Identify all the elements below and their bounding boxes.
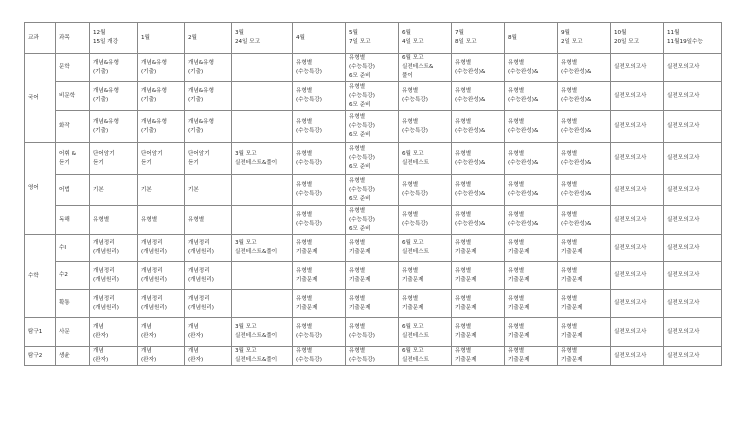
plan-cell: 유형별 (수능완성)&	[558, 82, 611, 111]
plan-cell: 유형별	[90, 206, 138, 235]
plan-cell: 개념&유형 (기출)	[138, 54, 185, 82]
plan-cell: 실전모의고사	[611, 290, 664, 318]
header-row	[25, 23, 722, 54]
plan-cell: 유형별 기출문제	[452, 235, 505, 262]
plan-cell: 유형별 기출문제	[558, 235, 611, 262]
subject-cell: 독해	[56, 206, 90, 235]
plan-cell: 유형별 (수능특강)	[293, 54, 346, 82]
plan-cell: 개념정리 (개념원리)	[90, 235, 138, 262]
plan-cell: 유형별 (수능특강) 6모 준비	[346, 54, 399, 82]
plan-cell: 유형별 (수능특강)	[293, 318, 346, 347]
subject-cell: 어휘 & 듣기	[56, 143, 90, 175]
plan-cell: 유형별 (수능완성)&	[558, 54, 611, 82]
plan-cell: 개념 (완자)	[185, 318, 232, 347]
subject-cell: 생윤	[56, 347, 90, 366]
plan-cell: 유형별 기출문제	[452, 318, 505, 347]
plan-cell: 개념&유형 (기출)	[90, 82, 138, 111]
study-plan-table	[24, 22, 722, 366]
plan-cell: 실전모의고사	[664, 290, 722, 318]
plan-cell: 개념정리 (개념원리)	[185, 235, 232, 262]
group-cell: 국어	[25, 54, 56, 143]
plan-cell: 개념&유형 (기출)	[185, 82, 232, 111]
header-cell: 4월	[293, 23, 346, 54]
header-cell: 교과	[25, 23, 56, 54]
plan-cell: 유형별 (수능특강)	[293, 175, 346, 206]
plan-cell: 유형별 (수능완성)&	[505, 143, 558, 175]
plan-cell: 유형별 (수능특강)	[346, 318, 399, 347]
plan-cell: 유형별 (수능완성)&	[452, 206, 505, 235]
plan-cell: 6월 모고 실전테스트& 풀이	[399, 54, 452, 82]
plan-cell: 실전모의고사	[611, 111, 664, 143]
plan-cell: 유형별 (수능완성)&	[505, 111, 558, 143]
table-row	[25, 290, 722, 318]
subject-cell: 문학	[56, 54, 90, 82]
plan-cell: 유형별 (수능특강)	[293, 111, 346, 143]
plan-cell: 유형별 (수능완성)&	[452, 54, 505, 82]
plan-cell: 개념정리 (개념원리)	[185, 262, 232, 290]
table-row	[25, 54, 722, 82]
plan-cell: 기본	[185, 175, 232, 206]
plan-cell: 유형별 기출문제	[346, 262, 399, 290]
plan-cell: 유형별 (수능특강) 6모 준비	[346, 175, 399, 206]
subject-cell: 어법	[56, 175, 90, 206]
plan-cell: 실전모의고사	[611, 54, 664, 82]
plan-cell: 개념정리 (개념원리)	[90, 262, 138, 290]
subject-cell: 비문학	[56, 82, 90, 111]
plan-cell: 유형별	[138, 206, 185, 235]
plan-cell: 유형별 기출문제	[346, 235, 399, 262]
plan-cell: 유형별 기출문제	[505, 347, 558, 366]
plan-cell: 유형별 (수능완성)&	[505, 175, 558, 206]
plan-cell: 실전모의고사	[664, 206, 722, 235]
plan-cell: 실전모의고사	[664, 111, 722, 143]
plan-cell: 개념&유형 (기출)	[185, 111, 232, 143]
plan-cell: 3월 모고 실전테스트&풀이	[232, 143, 293, 175]
plan-cell: 유형별 (수능특강)	[293, 206, 346, 235]
plan-cell: 실전모의고사	[664, 347, 722, 366]
plan-cell	[232, 82, 293, 111]
plan-cell: 유형별 (수능완성)&	[558, 206, 611, 235]
plan-cell: 유형별 기출문제	[346, 290, 399, 318]
plan-cell: 실전모의고사	[664, 262, 722, 290]
plan-cell: 유형별 (수능특강)	[399, 175, 452, 206]
plan-cell: 유형별 (수능특강) 6모 준비	[346, 82, 399, 111]
group-cell: 탐구1	[25, 318, 56, 347]
group-cell: 영어	[25, 143, 56, 235]
plan-cell: 3월 모고 실전테스트&풀이	[232, 235, 293, 262]
plan-cell: 실전모의고사	[611, 206, 664, 235]
plan-cell: 유형별 (수능특강)	[346, 347, 399, 366]
plan-cell: 유형별 기출문제	[452, 290, 505, 318]
plan-cell: 기본	[138, 175, 185, 206]
header-cell: 2월	[185, 23, 232, 54]
plan-cell: 개념 (완자)	[90, 347, 138, 366]
plan-cell: 유형별 (수능특강) 6모 준비	[346, 111, 399, 143]
plan-cell: 실전모의고사	[611, 175, 664, 206]
plan-cell: 유형별 (수능특강)	[399, 82, 452, 111]
plan-cell: 유형별 (수능완성)&	[452, 82, 505, 111]
plan-cell: 6월 모고 실전테스트	[399, 235, 452, 262]
plan-cell: 실전모의고사	[664, 82, 722, 111]
plan-cell: 개념 (완자)	[138, 318, 185, 347]
plan-cell: 실전모의고사	[611, 143, 664, 175]
plan-cell: 개념 (완자)	[185, 347, 232, 366]
plan-cell: 유형별 기출문제	[558, 290, 611, 318]
plan-cell: 유형별 기출문제	[505, 318, 558, 347]
subject-cell: 화작	[56, 111, 90, 143]
header-cell: 7월 8일 모고	[452, 23, 505, 54]
plan-cell: 유형별 (수능특강)	[293, 82, 346, 111]
plan-cell: 유형별 기출문제	[505, 290, 558, 318]
table-row	[25, 82, 722, 111]
plan-cell: 유형별 기출문제	[293, 290, 346, 318]
plan-cell: 유형별 기출문제	[558, 347, 611, 366]
subject-cell: 확통	[56, 290, 90, 318]
header-cell: 과목	[56, 23, 90, 54]
plan-cell: 개념정리 (개념원리)	[138, 262, 185, 290]
plan-cell: 유형별 (수능특강)	[293, 347, 346, 366]
plan-cell: 유형별 (수능완성)&	[505, 54, 558, 82]
plan-cell: 실전모의고사	[611, 82, 664, 111]
table-row	[25, 175, 722, 206]
plan-cell: 개념&유형 (기출)	[185, 54, 232, 82]
plan-cell: 실전모의고사	[611, 347, 664, 366]
table-row	[25, 111, 722, 143]
plan-cell: 단어암기 듣기	[138, 143, 185, 175]
plan-cell: 유형별 (수능완성)&	[505, 206, 558, 235]
plan-cell: 유형별 (수능특강)	[399, 111, 452, 143]
plan-cell	[232, 206, 293, 235]
header-cell: 6월 4일 모고	[399, 23, 452, 54]
plan-cell: 기본	[90, 175, 138, 206]
header-cell: 5월 7일 모고	[346, 23, 399, 54]
table-row	[25, 143, 722, 175]
plan-cell: 유형별 (수능특강)	[399, 206, 452, 235]
plan-cell: 개념정리 (개념원리)	[138, 290, 185, 318]
plan-cell: 유형별 (수능완성)&	[505, 82, 558, 111]
table-row	[25, 235, 722, 262]
plan-cell: 유형별 기출문제	[293, 235, 346, 262]
header-cell: 9월 2일 모고	[558, 23, 611, 54]
subject-cell: 사문	[56, 318, 90, 347]
plan-cell: 유형별 기출문제	[505, 235, 558, 262]
plan-cell: 실전모의고사	[664, 143, 722, 175]
plan-cell: 유형별 기출문제	[452, 262, 505, 290]
plan-cell: 유형별 기출문제	[505, 262, 558, 290]
plan-cell: 6월 모고 실전테스트	[399, 318, 452, 347]
table-row	[25, 262, 722, 290]
plan-cell: 개념&유형 (기출)	[138, 82, 185, 111]
plan-cell: 개념&유형 (기출)	[90, 111, 138, 143]
header-cell: 3월 24일 모고	[232, 23, 293, 54]
subject-cell: 수2	[56, 262, 90, 290]
plan-cell	[232, 111, 293, 143]
plan-cell: 3월 모고 실전테스트&풀이	[232, 318, 293, 347]
plan-cell: 유형별 기출문제	[399, 290, 452, 318]
plan-cell: 6월 모고 실전테스트	[399, 347, 452, 366]
plan-cell: 유형별 (수능완성)&	[452, 143, 505, 175]
table-row	[25, 347, 722, 366]
plan-cell: 유형별 기출문제	[293, 262, 346, 290]
header-cell: 10월 20일 모고	[611, 23, 664, 54]
plan-cell	[232, 262, 293, 290]
group-cell: 탐구2	[25, 347, 56, 366]
table-row	[25, 206, 722, 235]
plan-cell: 유형별 (수능완성)&	[452, 175, 505, 206]
plan-cell: 실전모의고사	[664, 318, 722, 347]
plan-cell	[232, 175, 293, 206]
plan-cell: 유형별 (수능완성)&	[558, 143, 611, 175]
subject-cell: 수I	[56, 235, 90, 262]
plan-cell: 유형별 (수능특강) 6모 준비	[346, 143, 399, 175]
plan-cell: 유형별 (수능특강) 6모 준비	[346, 206, 399, 235]
header-cell: 12월 15일 개강	[90, 23, 138, 54]
table-row	[25, 318, 722, 347]
plan-cell: 유형별 (수능완성)&	[558, 175, 611, 206]
plan-cell: 유형별 기출문제	[558, 262, 611, 290]
plan-cell: 실전모의고사	[611, 262, 664, 290]
plan-cell: 유형별 기출문제	[558, 318, 611, 347]
plan-cell: 개념&유형 (기출)	[90, 54, 138, 82]
header-cell: 1월	[138, 23, 185, 54]
plan-cell: 실전모의고사	[664, 175, 722, 206]
plan-cell: 유형별 기출문제	[399, 262, 452, 290]
plan-cell: 개념정리 (개념원리)	[90, 290, 138, 318]
plan-cell: 실전모의고사	[611, 235, 664, 262]
plan-cell	[232, 54, 293, 82]
plan-cell: 유형별	[185, 206, 232, 235]
plan-cell: 유형별 (수능완성)&	[452, 111, 505, 143]
group-cell: 수학	[25, 235, 56, 318]
plan-cell: 6월 모고 실전테스트	[399, 143, 452, 175]
plan-cell: 유형별 (수능완성)&	[558, 111, 611, 143]
plan-cell: 개념정리 (개념원리)	[185, 290, 232, 318]
plan-cell: 실전모의고사	[664, 54, 722, 82]
plan-cell: 유형별 (수능특강)	[293, 143, 346, 175]
plan-cell: 3월 모고 실전테스트&풀이	[232, 347, 293, 366]
plan-cell: 단어암기 듣기	[185, 143, 232, 175]
plan-cell: 단어암기 듣기	[90, 143, 138, 175]
plan-cell: 실전모의고사	[611, 318, 664, 347]
plan-cell: 개념&유형 (기출)	[138, 111, 185, 143]
plan-cell: 개념정리 (개념원리)	[138, 235, 185, 262]
table-body	[25, 23, 722, 366]
plan-cell	[232, 290, 293, 318]
plan-cell: 개념 (완자)	[90, 318, 138, 347]
plan-cell: 유형별 기출문제	[452, 347, 505, 366]
header-cell: 11월 11월19일수능	[664, 23, 722, 54]
plan-cell: 개념 (완자)	[138, 347, 185, 366]
header-cell: 8월	[505, 23, 558, 54]
plan-cell: 실전모의고사	[664, 235, 722, 262]
